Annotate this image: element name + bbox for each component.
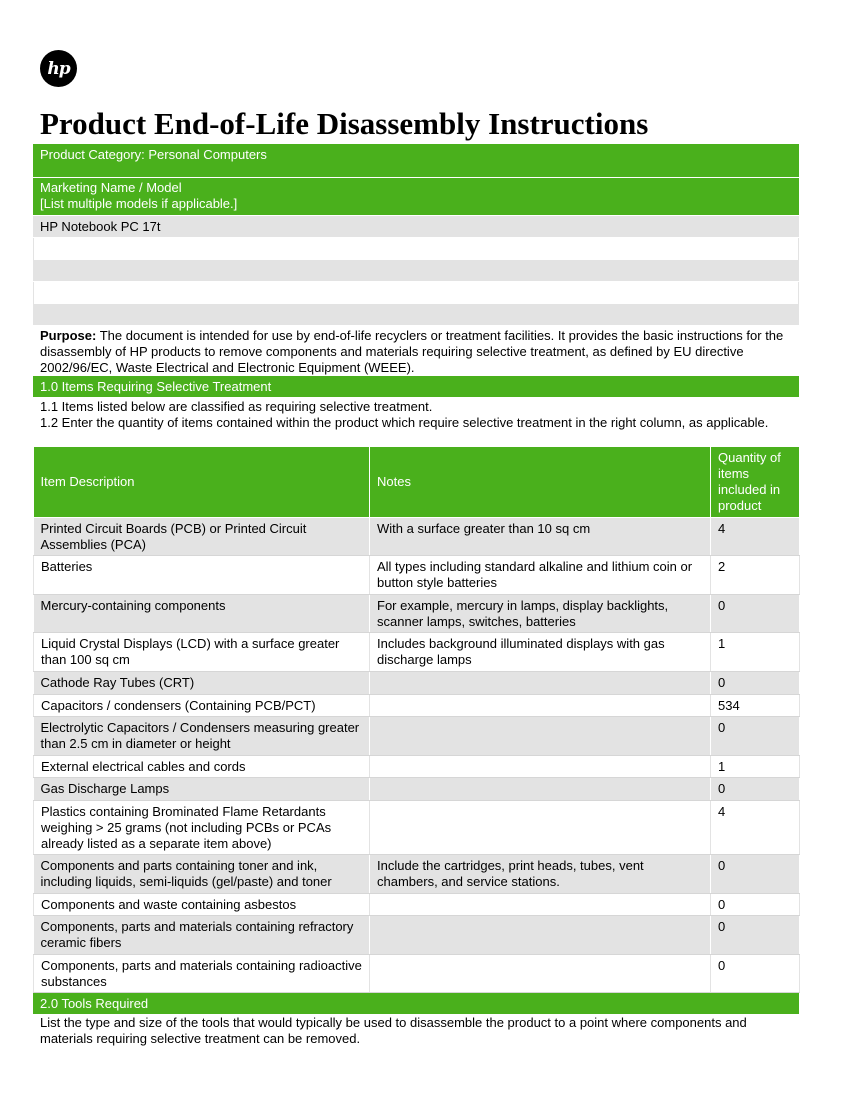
item-cell: Components and waste containing asbestos: [34, 894, 370, 916]
product-category-bar: [33, 144, 799, 178]
table-row: [34, 717, 800, 756]
notes-cell: [370, 916, 711, 955]
purpose-paragraph: [33, 326, 799, 376]
table-row: [34, 801, 800, 855]
marketing-name-label: Marketing Name / Model: [40, 180, 182, 195]
item-cell: Printed Circuit Boards (PCB) or Printed Circuit Assemblies (PCA): [34, 518, 370, 556]
table-row: [34, 916, 800, 955]
marketing-name-hint: [List multiple models if applicable.]: [40, 196, 238, 211]
product-category-label: Product Category: Personal Computers: [40, 147, 267, 162]
notes-cell: [370, 717, 711, 756]
item-cell: Plastics containing Brominated Flame Retardants weighing > 25 grams (not including PCBs or PCAs already listed as a separate item above): [34, 801, 370, 855]
section-1-line-2: 1.2 Enter the quantity of items contained within the product which require selective treatment in the right column, as applicable.: [40, 415, 769, 430]
section-2-text: List the type and size of the tools that would typically be used to disassemble the product to a point where components and materials requiring selective treatment can be removed.: [40, 1015, 747, 1046]
notes-cell: Include the cartridges, print heads, tubes, vent chambers, and service stations.: [370, 855, 711, 894]
item-cell: Cathode Ray Tubes (CRT): [34, 672, 370, 695]
model-row: HP Notebook PC 17t: [33, 216, 799, 238]
table-row: [34, 672, 800, 695]
notes-cell: [370, 695, 711, 717]
notes-cell: [370, 894, 711, 916]
table-row: [34, 756, 800, 778]
quantity-cell: 0: [711, 778, 800, 801]
notes-header: Notes: [370, 447, 711, 518]
notes-cell: For example, mercury in lamps, display backlights, scanner lamps, switches, batteries: [370, 595, 711, 633]
section-1-line-1: 1.1 Items listed below are classified as requiring selective treatment.: [40, 399, 433, 414]
item-cell: Liquid Crystal Displays (LCD) with a surface greater than 100 sq cm: [34, 633, 370, 672]
item-cell: Capacitors / condensers (Containing PCB/PCT): [34, 695, 370, 717]
table-row: [34, 955, 800, 993]
notes-cell: Includes background illuminated displays with gas discharge lamps: [370, 633, 711, 672]
item-cell: Components and parts containing toner and ink, including liquids, semi-liquids (gel/paste) and toner: [34, 855, 370, 894]
quantity-cell: 1: [711, 756, 800, 778]
table-header-row: [34, 447, 800, 518]
model-row: [33, 260, 799, 282]
selective-treatment-table: [33, 447, 800, 993]
item-cell: Mercury-containing components: [34, 595, 370, 633]
table-row: [34, 894, 800, 916]
quantity-cell: 0: [711, 955, 800, 993]
notes-cell: [370, 955, 711, 993]
quantity-cell: 1: [711, 633, 800, 672]
quantity-cell: 4: [711, 518, 800, 556]
table-row: [34, 518, 800, 556]
item-cell: Components, parts and materials containing refractory ceramic fibers: [34, 916, 370, 955]
quantity-cell: 534: [711, 695, 800, 717]
marketing-name-bar: [33, 178, 799, 216]
notes-cell: [370, 672, 711, 695]
table-row: [34, 855, 800, 894]
table-row: [34, 556, 800, 595]
quantity-cell: 0: [711, 916, 800, 955]
item-cell: Components, parts and materials containing radioactive substances: [34, 955, 370, 993]
item-cell: Electrolytic Capacitors / Condensers measuring greater than 2.5 cm in diameter or height: [34, 717, 370, 756]
quantity-cell: 0: [711, 672, 800, 695]
notes-cell: [370, 801, 711, 855]
table-row: [34, 595, 800, 633]
model-row: [33, 304, 799, 326]
quantity-cell: 2: [711, 556, 800, 595]
quantity-cell: 0: [711, 855, 800, 894]
quantity-cell: 0: [711, 894, 800, 916]
model-list: [33, 216, 799, 326]
hp-logo-icon: hp: [40, 50, 77, 87]
table-row: [34, 695, 800, 717]
table-row: [34, 633, 800, 672]
item-description-header: Item Description: [34, 447, 370, 518]
item-cell: Batteries: [34, 556, 370, 595]
quantity-cell: 0: [711, 595, 800, 633]
notes-cell: [370, 778, 711, 801]
notes-cell: All types including standard alkaline and lithium coin or button style batteries: [370, 556, 711, 595]
purpose-text: The document is intended for use by end-of-life recyclers or treatment facilities. It provides the basic instructions for the disassembly of HP products to remove components and materials requiring selective treatment, as defined by EU directive 2002/96/EC, Waste Electrical and Electronic Equipment (WEEE).: [40, 328, 784, 375]
notes-cell: [370, 756, 711, 778]
notes-cell: With a surface greater than 10 sq cm: [370, 518, 711, 556]
section-1-instructions: [33, 398, 799, 447]
section-1-heading: 1.0 Items Requiring Selective Treatment: [33, 376, 799, 398]
quantity-header: Quantity of items included in product: [711, 447, 800, 518]
model-row: [33, 282, 799, 304]
purpose-label: Purpose:: [40, 328, 97, 343]
item-cell: External electrical cables and cords: [34, 756, 370, 778]
model-row: [33, 238, 799, 260]
table-row: [34, 778, 800, 801]
quantity-cell: 4: [711, 801, 800, 855]
item-cell: Gas Discharge Lamps: [34, 778, 370, 801]
page-title: Product End-of-Life Disassembly Instructions: [40, 106, 649, 141]
section-2-heading: 2.0 Tools Required: [33, 993, 799, 1015]
document-body: [33, 144, 799, 1047]
quantity-cell: 0: [711, 717, 800, 756]
